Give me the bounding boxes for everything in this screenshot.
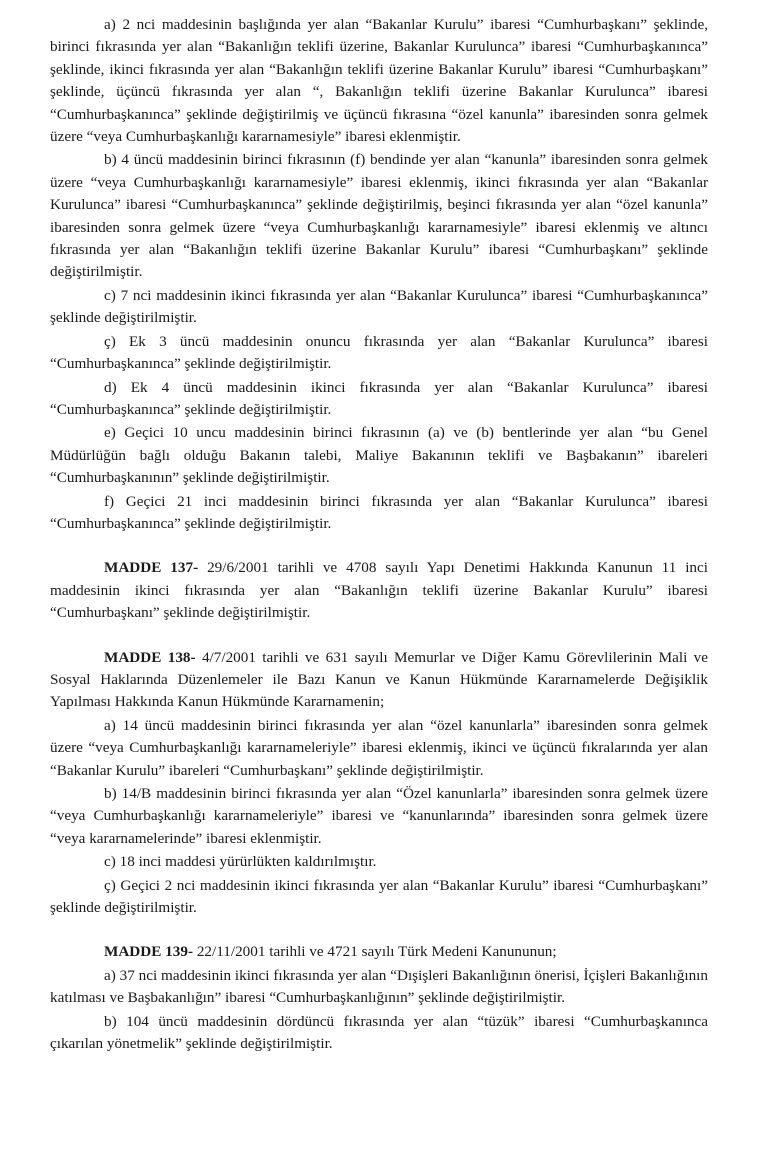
list-item: b) 14/B maddesinin birinci fıkrasında yer alan “Özel kanunlarla” ibaresinden sonra gelmek üzere “veya Cumhurbaşkanlığı kararnameleriyle” ibaresi ve “kanunlarında” ibaresinden sonra gelmek üzere “veya kararnamelerinde” ibaresi eklenmiştir. bbox=[50, 785, 708, 847]
list-item: b) 4 üncü maddesinin birinci fıkrasının (f) bendinde yer alan “kanunla” ibaresinden sonra gelmek üzere “veya Cumhurbaşkanlığı kararnamesiyle” ibaresi eklenmiş, ikinci fıkrasında yer alan “Bakanlar Kurulunca” ibaresi “Cumhurbaşkanınca” şeklinde değiştirilmiş, beşinci fıkrasında yer alan “özel kanunla” ibaresinden sonra gelmek üzere “veya Cumhurbaşkanlığı kararnamesiyle” ibaresi eklenmiş ve altıncı fıkrasında yer alan “Bakanlığın teklifi üzerine Bakanlar Kurulu” ibaresi “Cumhurbaşkanı” şeklinde değiştirilmiştir. bbox=[50, 151, 708, 281]
article-139 bbox=[50, 941, 708, 1055]
list-item: d) Ek 4 üncü maddesinin ikinci fıkrasında yer alan “Bakanlar Kurulunca” ibaresi “Cumhurbaşkanınca” şeklinde değiştirilmiştir. bbox=[50, 378, 708, 418]
list-item: a) 14 üncü maddesinin birinci fıkrasında yer alan “özel kanunlarla” ibaresinden sonra gelmek üzere “veya Cumhurbaşkanlığı kararnameleriyle” ibaresi eklenmiş, ikinci ve üçüncü fıkralarında yer alan “Bakanlar Kurulu” ibareleri “Cumhurbaşkanı” şeklinde değiştirilmiştir. bbox=[50, 716, 708, 779]
article-text: 29/6/2001 tarihli ve 4708 sayılı Yapı Denetimi Hakkında Kanunun 11 inci maddesinin ikinci fıkrasında yer alan “Bakanlığın teklifi üzerine Bakanlar Kurulu” ibaresi “Cumhurbaşkanı” şeklinde değiştirilmiştir. bbox=[50, 559, 708, 622]
list-item: ç) Ek 3 üncü maddesinin onuncu fıkrasında yer alan “Bakanlar Kurulunca” ibaresi “Cumhurbaşkanınca” şeklinde değiştirilmiştir. bbox=[50, 332, 708, 373]
list-item: c) 18 inci maddesi yürürlükten kaldırılmıştır. bbox=[104, 853, 377, 871]
list-item: e) Geçici 10 uncu maddesinin birinci fıkrasının (a) ve (b) bentlerinde yer alan “bu Genel Müdürlüğün bağlı olduğu Bakanın talebi, Maliye Bakanının teklifi ve Başbakanın” ibareleri “Cumhurbaşkanının” şeklinde değiştirilmiştir. bbox=[50, 424, 708, 487]
list-item: ç) Geçici 2 nci maddesinin ikinci fıkrasında yer alan “Bakanlar Kurulu” ibaresi “Cumhurbaşkanı” şeklinde değiştirilmiştir. bbox=[50, 876, 708, 917]
article-heading: MADDE 138- bbox=[104, 648, 196, 666]
list-item: b) 104 üncü maddesinin dördüncü fıkrasında yer alan “tüzük” ibaresi “Cumhurbaşkanınca çıkarılan yönetmelik” şeklinde değiştirilmiştir. bbox=[50, 1012, 708, 1053]
article-text: 22/11/2001 tarihli ve 4721 sayılı Türk Medeni Kanununun; bbox=[193, 943, 557, 961]
article-heading: MADDE 139- bbox=[104, 943, 194, 961]
amendment-list-previous-article bbox=[50, 14, 708, 535]
article-paragraph bbox=[50, 557, 708, 624]
list-item: a) 2 nci maddesinin başlığında yer alan “Bakanlar Kurulu” ibaresi “Cumhurbaşkanı” şeklinde, birinci fıkrasında yer alan “Bakanlığın teklifi üzerine, Bakanlar Kurulunca” ibaresi “Cumhurbaşkanınca” şeklinde, ikinci fıkrasında yer alan “Bakanlığın teklifi üzerine Bakanlar Kurulu” ibaresi “Cumhurbaşkanı” şeklinde, üçüncü fıkrasında yer alan “, Bakanlığın teklifi üzerine Bakanlar Kurulunca” ibaresi “Cumhurbaşkanınca” şeklinde değiştirilmiş ve üçüncü fıkrasına “özel kanunla” ibaresinden sonra gelmek üzere “veya Cumhurbaşkanlığı kararnamesiyle” ibaresi eklenmiştir. bbox=[50, 16, 708, 146]
article-137 bbox=[50, 557, 708, 624]
list-item: f) Geçici 21 inci maddesinin birinci fıkrasında yer alan “Bakanlar Kurulunca” ibaresi “Cumhurbaşkanınca” şeklinde değiştirilmiştir. bbox=[50, 492, 708, 532]
article-heading: MADDE 137- bbox=[104, 559, 199, 577]
list-item: c) 7 nci maddesinin ikinci fıkrasında yer alan “Bakanlar Kurulunca” ibaresi “Cumhurbaşkanınca” şeklinde değiştirilmiştir. bbox=[50, 286, 708, 327]
article-text: 4/7/2001 tarihli ve 631 sayılı Memurlar ve Diğer Kamu Görevlilerinin Mali ve Sosyal Haklarında Düzenlemeler ile Bazı Kanun ve Kanun Hükmünde Kararnamelerde Değişiklik Yapılması Hakkında Kanun Hükmünde Kararnamenin; bbox=[50, 648, 708, 711]
article-paragraph bbox=[50, 647, 708, 714]
article-138 bbox=[50, 647, 708, 920]
article-paragraph bbox=[50, 941, 708, 963]
list-item: a) 37 nci maddesinin ikinci fıkrasında yer alan “Dışişleri Bakanlığının önerisi, İçişleri Bakanlığının katılması ve Başbakanlığın” ibaresi “Cumhurbaşkanlığının” şeklinde değiştirilmiştir. bbox=[50, 966, 708, 1007]
